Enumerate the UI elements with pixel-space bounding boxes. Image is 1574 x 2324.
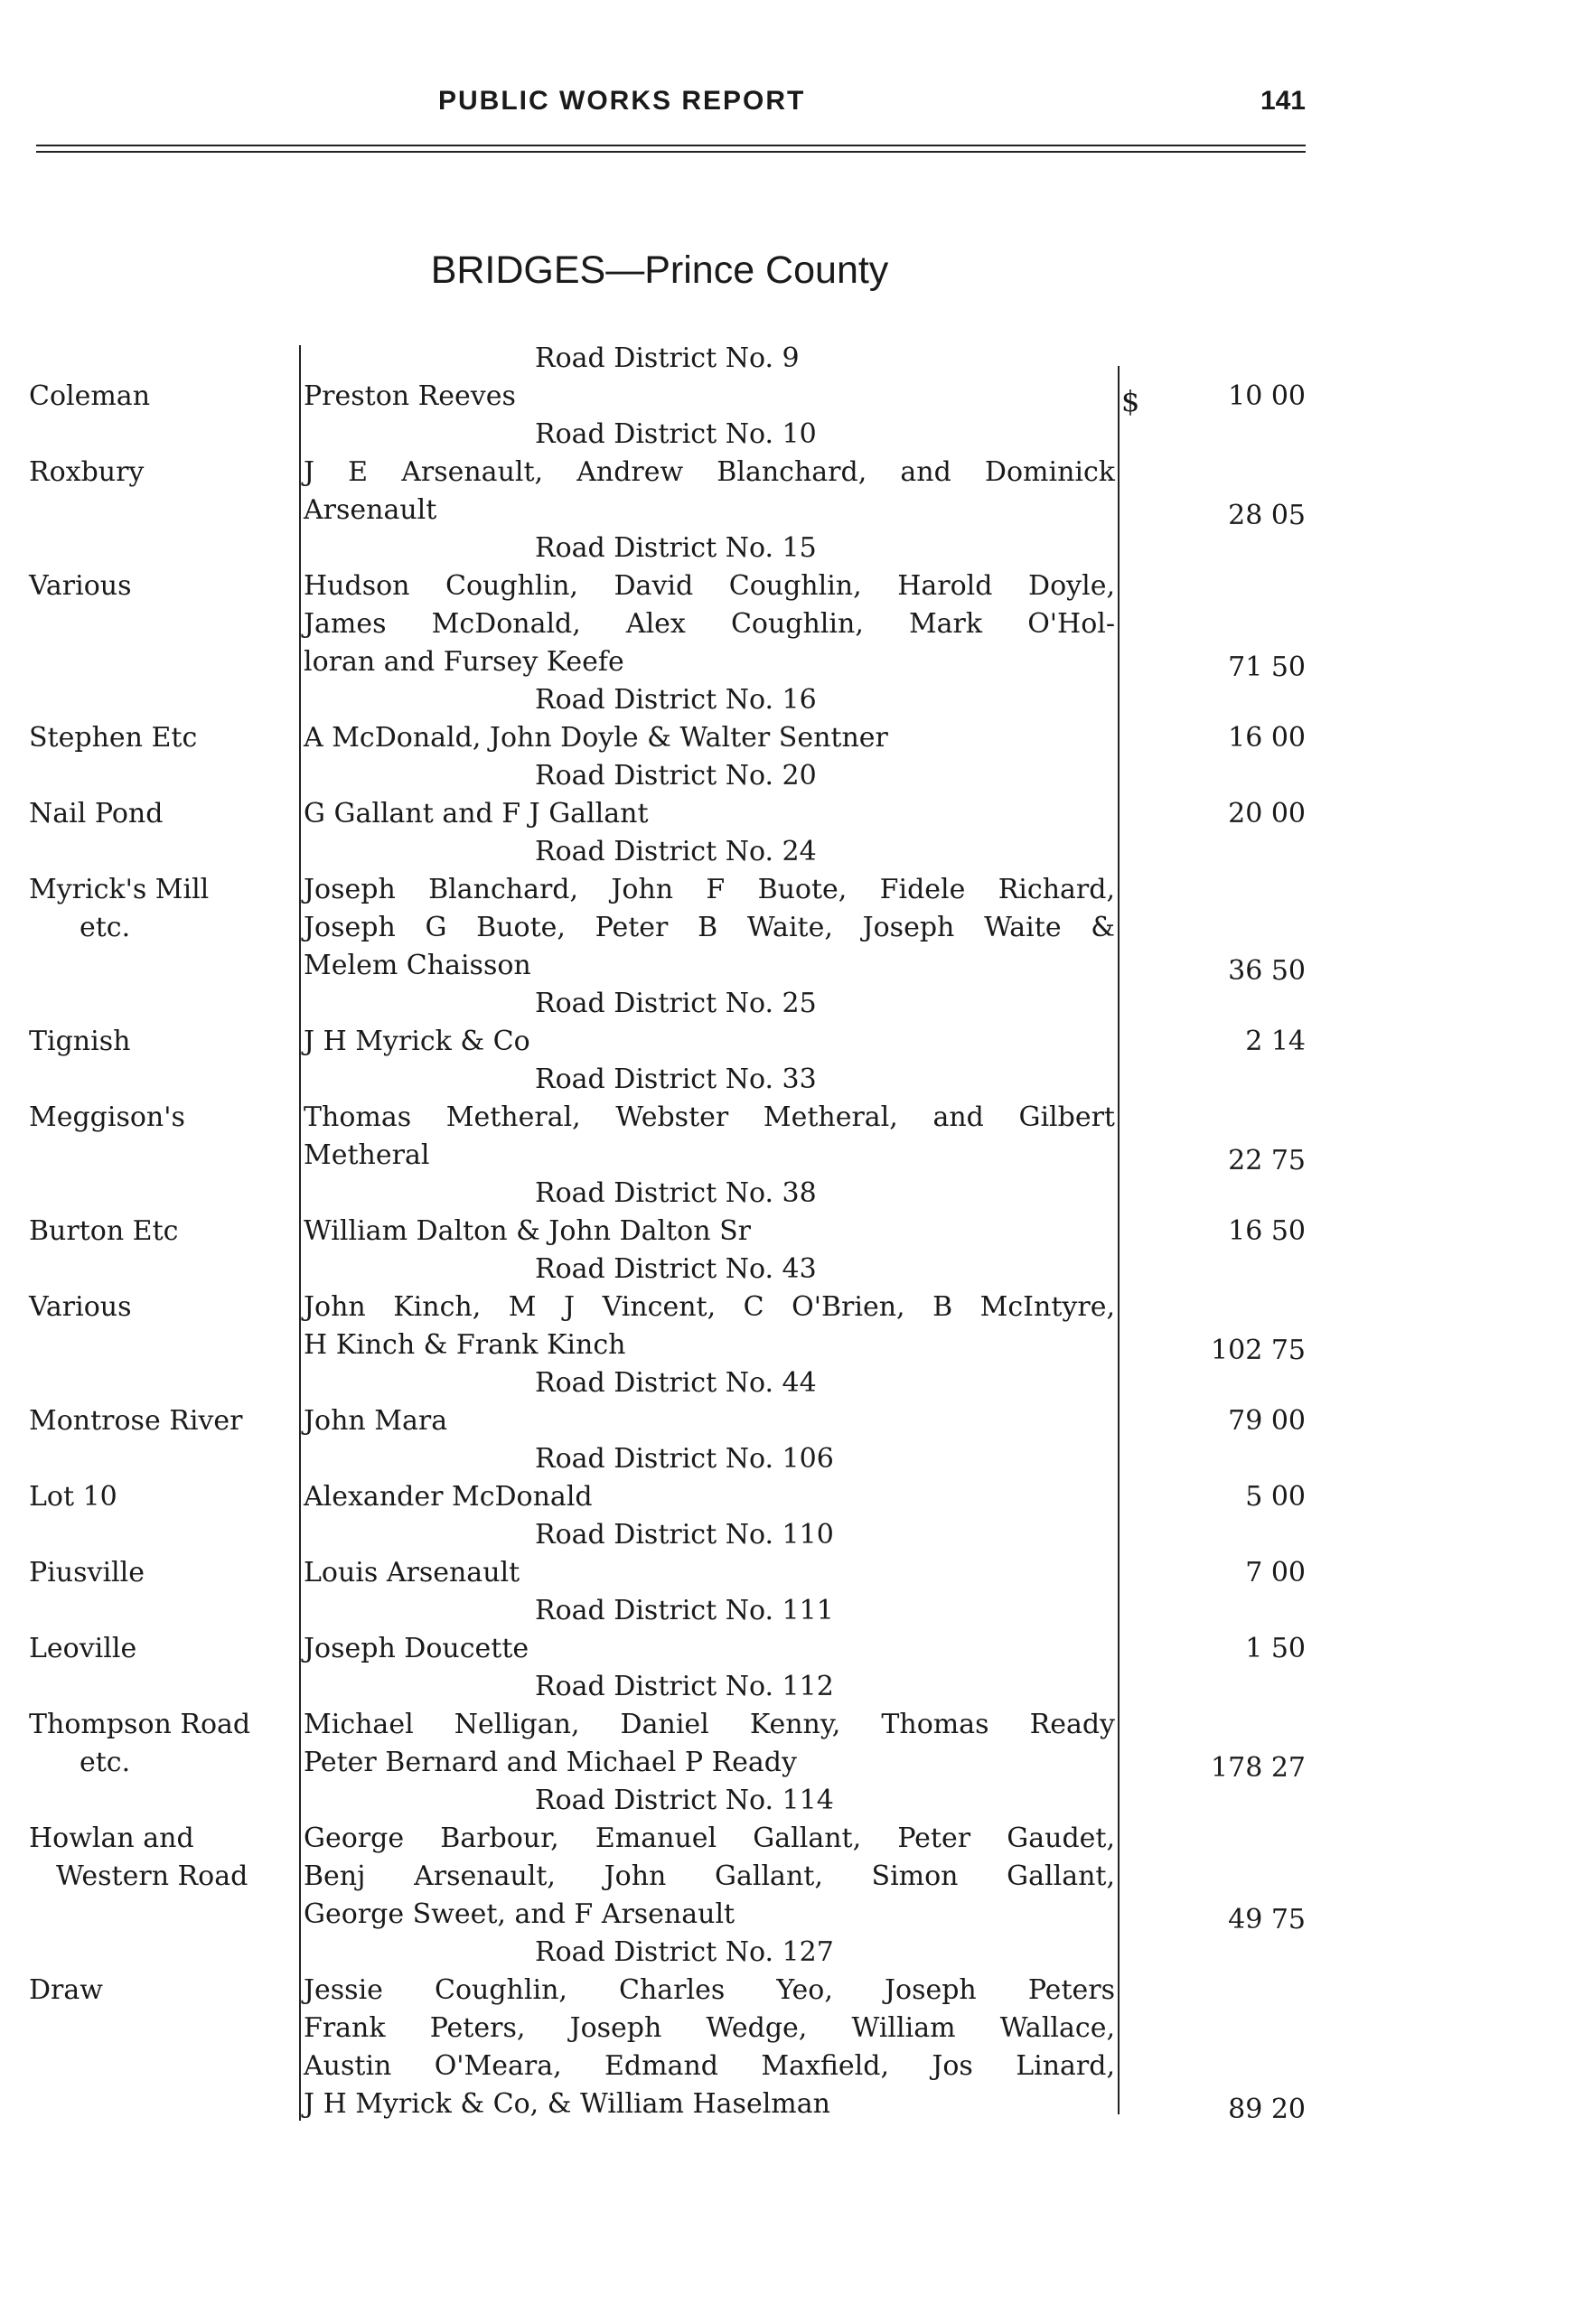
contractor-names: James McDonald, Alex Coughlin, Mark O'Hol- [304,608,1115,640]
payment-amount: 16 00 [1228,722,1306,754]
location-name: etc. [80,912,131,943]
contractor-names: Alexander McDonald [304,1481,593,1513]
road-district-heading: Road District No. 110 [535,1519,834,1551]
contractor-names: Preston Reeves [304,380,516,412]
payment-amount: 5 00 [1245,1481,1306,1513]
location-name: Various [29,1291,132,1323]
column-divider [299,345,301,2121]
contractor-names: John Kinch, M J Vincent, C O'Brien, B McIntyre, [304,1291,1115,1323]
payment-amount: 71 50 [1228,651,1306,683]
location-name: Nail Pond [29,798,164,829]
contractor-names: George Barbour, Emanuel Gallant, Peter Gaudet, [304,1823,1115,1854]
location-name: Leoville [29,1633,137,1664]
road-district-heading: Road District No. 111 [535,1595,834,1626]
payment-amount: 102 75 [1211,1335,1306,1366]
contractor-names: Austin O'Meara, Edmand Maxfield, Jos Linard, [304,2050,1115,2082]
location-name: Howlan and [29,1823,194,1854]
payment-amount: 20 00 [1228,798,1306,829]
header-rule [36,145,1306,146]
location-name: Lot 10 [29,1481,117,1513]
payment-amount: 16 50 [1228,1215,1306,1247]
road-district-heading: Road District No. 9 [535,342,800,374]
road-district-heading: Road District No. 38 [535,1177,817,1209]
payment-amount: 28 05 [1228,500,1306,531]
payment-amount: 36 50 [1228,955,1306,987]
location-name: Burton Etc [29,1215,179,1247]
road-district-heading: Road District No. 44 [535,1367,817,1399]
location-name: Roxbury [29,456,145,488]
contractor-names: John Mara [304,1405,448,1437]
contractor-names: Louis Arsenault [304,1557,520,1588]
road-district-heading: Road District No. 43 [535,1253,817,1285]
contractor-names: Joseph G Buote, Peter B Waite, Joseph Waite & [304,912,1115,943]
running-title: PUBLIC WORKS REPORT [438,86,806,116]
road-district-heading: Road District No. 127 [535,1936,834,1968]
road-district-heading: Road District No. 15 [535,532,817,564]
location-name: Draw [29,1974,103,2006]
payment-amount: 7 00 [1245,1557,1306,1588]
column-divider [1118,366,1120,2114]
road-district-heading: Road District No. 20 [535,760,817,792]
location-name: Montrose River [29,1405,243,1437]
contractor-names: Joseph Blanchard, John F Buote, Fidele Richard, [304,874,1115,905]
location-name: etc. [80,1747,131,1778]
contractor-names: Benj Arsenault, John Gallant, Simon Gallant, [304,1860,1115,1892]
contractor-names: William Dalton & John Dalton Sr [304,1215,751,1247]
contractor-names: Thomas Metheral, Webster Metheral, and Gilbert [304,1101,1115,1133]
contractor-names: Peter Bernard and Michael P Ready [304,1747,797,1778]
contractor-names: George Sweet, and F Arsenault [304,1898,735,1930]
contractor-names: A McDonald, John Doyle & Walter Sentner [304,722,888,754]
location-name: Western Road [56,1860,248,1892]
contractor-names: Michael Nelligan, Daniel Kenny, Thomas Ready [304,1709,1115,1740]
contractor-names: Joseph Doucette [304,1633,529,1664]
payment-amount: 1 50 [1245,1633,1306,1664]
contractor-names: Hudson Coughlin, David Coughlin, Harold Doyle, [304,570,1115,602]
location-name: Tignish [29,1026,131,1057]
contractor-names: H Kinch & Frank Kinch [304,1329,626,1361]
contractor-names: J H Myrick & Co [304,1026,530,1057]
road-district-heading: Road District No. 24 [535,836,817,867]
road-district-heading: Road District No. 112 [535,1671,834,1702]
payment-amount: 49 75 [1228,1904,1306,1935]
road-district-heading: Road District No. 16 [535,684,817,716]
payment-amount: 178 27 [1211,1752,1306,1784]
contractor-names: Metheral [304,1139,430,1171]
contractor-names: Jessie Coughlin, Charles Yeo, Joseph Peters [304,1974,1115,2006]
page-header [36,86,1306,131]
payment-amount: 79 00 [1228,1405,1306,1437]
location-name: Stephen Etc [29,722,198,754]
contractor-names: Melem Chaisson [304,950,531,981]
payment-amount: 10 00 [1228,380,1306,412]
location-name: Meggison's [29,1101,185,1133]
payment-amount: 22 75 [1228,1145,1306,1176]
contractor-names: G Gallant and F J Gallant [304,798,649,829]
location-name: Piusville [29,1557,145,1588]
location-name: Thompson Road [29,1709,251,1740]
road-district-heading: Road District No. 25 [535,988,817,1019]
payment-amount: 2 14 [1245,1026,1306,1057]
location-name: Coleman [29,380,151,412]
contractor-names: J E Arsenault, Andrew Blanchard, and Dominick [304,456,1115,488]
section-title: BRIDGES—Prince County [430,248,889,292]
payment-amount: 89 20 [1228,2094,1306,2125]
location-name: Various [29,570,132,602]
contractor-names: Frank Peters, Joseph Wedge, William Wallace, [304,2012,1115,2044]
contractor-names: J H Myrick & Co, & William Haselman [304,2088,830,2120]
road-district-heading: Road District No. 33 [535,1064,817,1095]
road-district-heading: Road District No. 114 [535,1785,834,1816]
page-number: 141 [1260,86,1306,116]
road-district-heading: Road District No. 10 [535,418,817,450]
header-rule [36,151,1306,153]
contractor-names: Arsenault [304,494,437,526]
contractor-names: loran and Fursey Keefe [304,646,624,678]
location-name: Myrick's Mill [29,874,210,905]
currency-symbol: $ [1121,384,1140,418]
road-district-heading: Road District No. 106 [535,1443,834,1475]
